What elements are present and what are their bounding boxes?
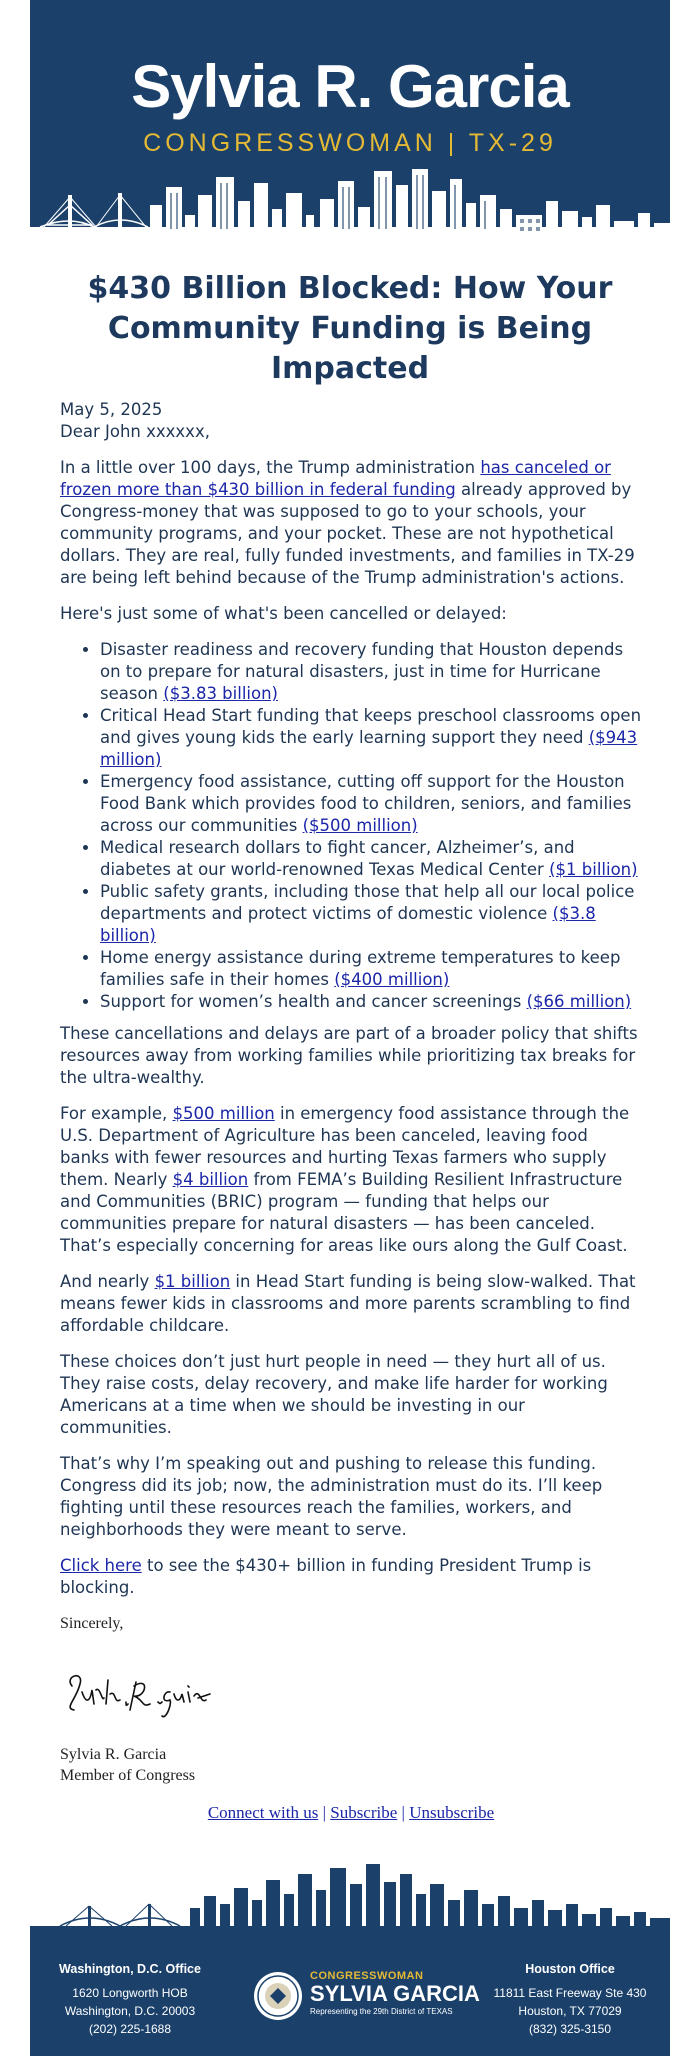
dc-office [30, 1960, 230, 2038]
signature-name: Sylvia R. Garcia [60, 1746, 167, 1763]
subscribe-link[interactable]: Subscribe [330, 1803, 398, 1822]
letter-body [30, 399, 670, 1824]
list-item: • Public safety grants, including those that help all our local police departments and protect victims of domestic violence ($3.8 billion) [100, 881, 642, 947]
houston-office-line1: 11811 East Freeway Ste 430 [493, 1986, 647, 2000]
list-item: • Medical research dollars to fight cancer, Alzheimer’s, and diabetes at our world-renowned Texas Medical Center ($1 billion) [100, 837, 642, 881]
amount-link[interactable]: ($943 million) [100, 728, 638, 769]
link-separator: | [322, 1803, 326, 1822]
houston-office-phone: (832) 325-3150 [528, 2022, 612, 2036]
amount-link[interactable]: ($66 million) [526, 992, 632, 1011]
amount-link[interactable]: ($3.83 billion) [163, 684, 278, 703]
list-item: • Emergency food assistance, cutting off support for the Houston Food Bank which provides food to children, seniors, and families across our communities ($500 million) [100, 771, 642, 837]
closing: Sincerely, [60, 1615, 124, 1632]
signature-title: Member of Congress [60, 1767, 196, 1784]
list-item: • Disaster readiness and recovery funding that Houston depends on to prepare for natural disasters, just in time for Hurricane season ($3.83 billion) [100, 639, 642, 705]
email-page [30, 0, 670, 1824]
link-separator: | [401, 1803, 405, 1822]
amount-link[interactable]: ($500 million) [302, 816, 418, 835]
footer-logo [250, 1960, 480, 2030]
canceled-funding-link[interactable]: has canceled or frozen more than $430 billion in federal funding [60, 458, 611, 499]
houston-office-title: Houston Office [525, 1962, 615, 1976]
header-name: Sylvia R. Garcia [131, 53, 569, 120]
list-item: • Critical Head Start funding that keeps preschool classrooms open and gives young kids the early learning support they need ($943 million) [100, 705, 642, 771]
head-start-link[interactable]: $1 billion [154, 1272, 231, 1291]
connect-link[interactable]: Connect with us [207, 1803, 319, 1822]
logo-name: SYLVIA GARCIA [310, 1981, 480, 2006]
food-assistance-link[interactable]: $500 million [172, 1104, 275, 1123]
unsubscribe-link[interactable]: Unsubscribe [409, 1803, 495, 1822]
houston-skyline-illustration [30, 165, 670, 255]
houston-office [470, 1960, 670, 2038]
header-subtitle: CONGRESSWOMAN | TX-29 [143, 129, 557, 157]
cuts-list [60, 639, 642, 1013]
fema-bric-link[interactable]: $4 billion [172, 1170, 249, 1189]
amount-link[interactable]: ($400 million) [334, 970, 450, 989]
footer-skyline-illustration [30, 1860, 670, 1940]
header-banner [30, 0, 670, 255]
letter-date: May 5, 2025 [60, 400, 163, 419]
amount-link[interactable]: ($3.8 billion) [100, 904, 596, 945]
list-item: • Support for women’s health and cancer screenings ($66 million) [100, 991, 642, 1013]
footer-banner [30, 1860, 670, 2056]
houston-office-line2: Houston, TX 77029 [518, 2004, 622, 2018]
greeting: Dear John xxxxxx, [60, 422, 210, 441]
signature-image [60, 1646, 642, 1736]
dc-office-line1: 1620 Longworth HOB [72, 1986, 188, 2000]
amount-link[interactable]: ($1 billion) [549, 860, 638, 879]
click-here-link[interactable]: Click here [60, 1556, 142, 1575]
cta-paragraph: Click here to see the $430+ billion in funding President Trump is blocking. [60, 1556, 592, 1597]
intro-paragraph: In a little over 100 days, the Trump administration has canceled or frozen more than $430 billion in federal funding already approved by Congress-money that was supposed to go to your schools, your community programs, and your pocket. These are not hypothetical dollars. They are real, fully funded investments, and families in TX-29 are being left behind because of the Trump administration's actions. [60, 458, 635, 587]
logo-tagline: Representing the 29th District of TEXAS [310, 2007, 453, 2016]
headstart-paragraph: And nearly $1 billion in Head Start funding is being slow-walked. That means fewer kids in classrooms and more parents scrambling to find affordable childcare. [60, 1272, 636, 1335]
footer-links [60, 1802, 642, 1824]
policy-paragraph: These cancellations and delays are part of a broader policy that shifts resources away from working families while prioritizing tax breaks for the ultra-wealthy. [60, 1024, 638, 1087]
dc-office-title: Washington, D.C. Office [59, 1962, 201, 1976]
list-intro: Here's just some of what's been cancelled or delayed: [60, 604, 507, 623]
list-item: • Home energy assistance during extreme temperatures to keep families safe in their homes ($400 million) [100, 947, 642, 991]
dc-office-line2: Washington, D.C. 20003 [64, 2004, 196, 2018]
logo-top-text: CONGRESSWOMAN [310, 1970, 424, 1982]
dc-office-phone: (202) 225-1688 [88, 2022, 172, 2036]
handwritten-signature-icon [60, 1646, 220, 1736]
choices-paragraph: These choices don’t just hurt people in need — they hurt all of us. They raise costs, delay recovery, and make life harder for working Americans at a time when we should be investing in our communities. [60, 1352, 608, 1437]
example-paragraph: For example, $500 million in emergency food assistance through the U.S. Department of Agriculture has been canceled, leaving food banks with fewer resources and hurting Texas farmers who supply them. Nearly $4 billion from FEMA’s Building Resilient Infrastructure and Communities (BRIC) program — funding that helps our communities prepare for natural disasters — has been canceled. That’s especially concerning for areas like ours along the Gulf Coast. [60, 1104, 630, 1255]
headline: $430 Billion Blocked: How Your Community Funding is Being Impacted [87, 271, 613, 386]
speaking-paragraph: That’s why I’m speaking out and pushing to release this funding. Congress did its job; now, the administration must do its. I’ll keep fighting until these resources reach the families, workers, and neighborhoods they were meant to serve. [60, 1454, 603, 1539]
